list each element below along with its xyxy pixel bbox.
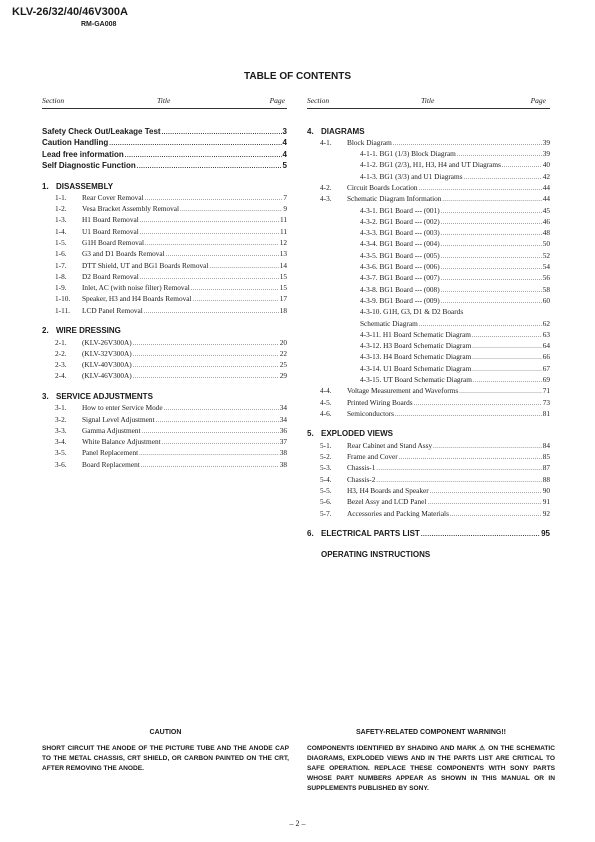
safety-warning-block <box>307 729 555 794</box>
toc-entry[interactable] <box>307 203 550 214</box>
toc-entry[interactable] <box>307 305 550 316</box>
toc-entry[interactable] <box>307 484 550 495</box>
toc-entry-page: 39 <box>542 149 550 159</box>
toc-entry-title: White Balance Adjustment <box>82 437 161 447</box>
toc-entry-page: 71 <box>542 386 550 396</box>
toc-entry-title: 4-1-2. BG1 (2/3), H1, H3, H4 and UT Diagrams <box>360 160 501 170</box>
toc-entry-number: 1-4. <box>55 226 67 236</box>
toc-column-left <box>42 96 287 469</box>
toc-entry[interactable] <box>307 472 550 483</box>
toc-entry[interactable] <box>307 181 550 192</box>
toc-entry-number: 5-2. <box>320 452 332 462</box>
toc-entry[interactable] <box>42 457 287 468</box>
toc-entry-title: DIAGRAMS <box>321 126 365 136</box>
toc-entry[interactable] <box>42 358 287 369</box>
toc-entry[interactable] <box>307 192 550 203</box>
toc-entry-number: 1-8. <box>55 271 67 281</box>
toc-entry-title: 4-3-8. BG1 Board --- (008) <box>360 284 440 294</box>
toc-entry-title: Speaker, H3 and H4 Boards Removal <box>82 294 192 304</box>
toc-entry-title: DTT Shield, UT and BG1 Boards Removal <box>82 260 209 270</box>
toc-section-heading[interactable] <box>42 324 287 336</box>
toc-entry-page: 9 <box>283 204 287 214</box>
toc-entry[interactable] <box>42 303 287 314</box>
section-header: Section <box>307 96 330 105</box>
toc-section-heading[interactable] <box>42 147 287 159</box>
toc-entry[interactable] <box>307 248 550 259</box>
toc-entry-title: OPERATING INSTRUCTIONS <box>321 549 431 559</box>
toc-entry-title: 4-3-6. BG1 Board --- (006) <box>360 262 440 272</box>
toc-entry-number: 3-4. <box>55 437 67 447</box>
toc-entry[interactable] <box>307 407 550 418</box>
toc-entry-title: (KLV-46V300A) <box>82 371 132 381</box>
toc-entry-title: H3, H4 Boards and Speaker <box>347 485 429 495</box>
toc-entry[interactable] <box>307 147 550 158</box>
toc-entry-number: 4. <box>307 126 314 136</box>
toc-entry-page: 63 <box>542 329 550 339</box>
toc-entry[interactable] <box>307 495 550 506</box>
toc-entry-title: Gamma Adjustment <box>82 425 141 435</box>
toc-entry-title: 4-3-7. BG1 Board --- (007) <box>360 273 440 283</box>
toc-entry-number: 3. <box>42 391 49 401</box>
toc-entry-number: 4-2. <box>320 182 332 192</box>
section-gap <box>307 538 550 547</box>
toc-entry[interactable] <box>307 271 550 282</box>
toc-entry-title: 4-3-13. H4 Board Schematic Diagram <box>360 352 472 362</box>
toc-entry[interactable] <box>307 282 550 293</box>
toc-entry-page: 92 <box>542 508 550 518</box>
toc-entry-title: 4-3-11. H1 Board Schematic Diagram <box>360 329 471 339</box>
toc-entry-page: 7 <box>283 192 287 202</box>
toc-entry-page: 95 <box>541 529 550 538</box>
toc-entry-number: 3-5. <box>55 448 67 458</box>
toc-entry-title: Signal Level Adjustment <box>82 414 155 424</box>
toc-entry[interactable] <box>307 294 550 305</box>
toc-entry-title: Rear Cabinet and Stand Assy <box>347 440 433 450</box>
toc-entry-page: 36 <box>279 425 287 435</box>
toc-entry-number: 5. <box>307 429 314 439</box>
toc-entry[interactable] <box>42 202 287 213</box>
toc-entry-title: G3 and D1 Boards Removal <box>82 249 165 259</box>
toc-entry-title: Chassis-2 <box>347 474 376 484</box>
toc-entry-page: 85 <box>542 452 550 462</box>
toc-entry-title: EXPLODED VIEWS <box>321 429 394 439</box>
toc-entry-title: Board Replacement <box>82 459 140 469</box>
toc-entry-page: 38 <box>279 459 287 469</box>
toc-entry-title: (KLV-26V300A) <box>82 337 132 347</box>
toc-entry-title: Inlet, AC (with noise filter) Removal <box>82 283 190 293</box>
toc-list-right <box>307 124 550 559</box>
toc-entry-page: 73 <box>542 397 550 407</box>
toc-entry-title: H1 Board Removal <box>82 215 139 225</box>
toc-entry-number: 1-9. <box>55 283 67 293</box>
toc-entry-page: 13 <box>279 249 287 259</box>
toc-entry-title: 4-3-2. BG1 Board --- (002) <box>360 216 440 226</box>
toc-section-heading[interactable] <box>307 547 550 559</box>
toc-entry-page: 38 <box>279 448 287 458</box>
toc-entry-title: 4-3-14. U1 Board Schematic Diagram <box>360 363 472 373</box>
toc-entry-page: 40 <box>542 160 550 170</box>
toc-entry-page: 15 <box>279 283 287 293</box>
toc-entry-number: 1-7. <box>55 260 67 270</box>
toc-entry-number: 3-1. <box>55 403 67 413</box>
toc-entry-number: 5-1. <box>320 440 332 450</box>
toc-entry-title: Accessories and Packing Materials <box>347 508 449 518</box>
toc-entry[interactable] <box>307 461 550 472</box>
toc-entry-page: 62 <box>542 318 550 328</box>
toc-entry[interactable] <box>307 506 550 517</box>
toc-entry[interactable] <box>42 424 287 435</box>
toc-entry-number: 3-6. <box>55 459 67 469</box>
toc-entry-page: 45 <box>542 205 550 215</box>
toc-entry[interactable] <box>307 450 550 461</box>
toc-entry-page: 44 <box>542 194 550 204</box>
toc-entry[interactable] <box>42 258 287 269</box>
toc-entry[interactable] <box>307 328 550 339</box>
toc-entry-title: Bezel Assy and LCD Panel <box>347 497 427 507</box>
toc-entry-number: 4-3. <box>320 194 332 204</box>
toc-entry[interactable] <box>42 412 287 423</box>
toc-entry-page: 52 <box>542 250 550 260</box>
toc-entry[interactable] <box>307 260 550 271</box>
toc-entry-number: 4-6. <box>320 408 332 418</box>
toc-entry-title: (KLV-32V300A) <box>82 348 132 358</box>
toc-entry-page: 11 <box>279 215 287 225</box>
safety-title: SAFETY-RELATED COMPONENT WARNING!! <box>356 729 506 736</box>
toc-section-heading[interactable] <box>42 179 287 191</box>
toc-entry-page: 39 <box>542 137 550 147</box>
toc-entry[interactable] <box>307 226 550 237</box>
page-header: Page <box>530 96 546 105</box>
toc-entry-title: Caution Handling <box>42 138 109 147</box>
toc-entry-title: Vesa Bracket Assembly Removal <box>82 204 180 214</box>
caution-title: CAUTION <box>149 729 182 736</box>
toc-entry-number: 1-11. <box>55 305 70 315</box>
toc-entry-page: 88 <box>542 474 550 484</box>
toc-entry-number: 5-3. <box>320 463 332 473</box>
toc-entry-page: 44 <box>542 182 550 192</box>
toc-entry-page: 4 <box>282 138 287 147</box>
toc-entry-title: Voltage Measurement and Waveforms <box>347 386 459 396</box>
toc-entry-number: 1-5. <box>55 237 67 247</box>
toc-list-left <box>42 124 287 469</box>
caution-text: SHORT CIRCUIT THE ANODE OF THE PICTURE TUBE AND THE ANODE CAP TO THE METAL CHASSIS, CRT SHIELD, OR CARBON PAINTED ON THE CRT, AFTER REMOVING THE ANODE. <box>42 745 289 772</box>
toc-entry[interactable] <box>42 292 287 303</box>
toc-entry-page: 48 <box>542 228 550 238</box>
dot-leader <box>133 374 279 380</box>
toc-entry-title: 4-1-3. BG1 (3/3) and U1 Diagrams <box>360 171 463 181</box>
toc-entry-number: 4-1. <box>320 137 332 147</box>
toc-entry-title: Schematic Diagram <box>360 318 418 328</box>
toc-entry-title: Circuit Boards Location <box>347 182 418 192</box>
toc-entry[interactable] <box>307 237 550 248</box>
toc-entry-title: Chassis-1 <box>347 463 376 473</box>
toc-entry-title: Safety Check Out/Leakage Test <box>42 126 161 136</box>
toc-entry-page: 34 <box>279 403 287 413</box>
toc-entry-number: 2-4. <box>55 371 67 381</box>
toc-section-heading[interactable] <box>307 527 550 539</box>
toc-entry-title: U1 Board Removal <box>82 226 139 236</box>
toc-entry-number: 5-4. <box>320 474 332 484</box>
toc-section-heading[interactable] <box>42 389 287 401</box>
column-header <box>307 96 550 108</box>
toc-entry-number: 1-3. <box>55 215 67 225</box>
toc-entry-number: 5-7. <box>320 508 332 518</box>
toc-entry[interactable] <box>307 169 550 180</box>
toc-entry-number: 5-5. <box>320 485 332 495</box>
toc-entry-title: 4-3-9. BG1 Board --- (009) <box>360 295 440 305</box>
toc-entry-page: 18 <box>279 305 287 315</box>
dot-leader <box>137 164 282 170</box>
safety-text: COMPONENTS IDENTIFIED BY SHADING AND MARK ⚠ ON THE SCHEMATIC DIAGRAMS, EXPLODED VIEWS AND IN THE PARTS LIST ARE CRITICAL TO SAFE OPERATION. REPLACE THESE COMPONENTS WITH SONY PARTS WHOSE PART NUMBERS APPEAR AS SHOWN IN THIS MANUAL OR IN SUPPLEMENTS PUBLISHED BY SONY. <box>307 745 555 792</box>
header-rule <box>307 108 550 109</box>
toc-entry-number: 4-4. <box>320 386 332 396</box>
toc-section-heading[interactable] <box>42 124 287 136</box>
toc-entry-page: 54 <box>542 262 550 272</box>
toc-entry[interactable] <box>42 369 287 380</box>
toc-entry-title: Rear Cover Removal <box>82 192 144 202</box>
toc-entry-title: 4-3-1. BG1 Board --- (001) <box>360 205 440 215</box>
toc-entry-page: 34 <box>279 414 287 424</box>
toc-entry-number: 2-3. <box>55 360 67 370</box>
toc-entry-page: 64 <box>542 341 550 351</box>
toc-entry-number: 1-6. <box>55 249 67 259</box>
toc-entry-page: 3 <box>282 126 287 136</box>
toc-entry-title: How to enter Service Mode <box>82 403 163 413</box>
toc-entry[interactable] <box>42 401 287 412</box>
toc-entry[interactable] <box>307 339 550 350</box>
toc-entry[interactable] <box>42 236 287 247</box>
toc-entry-title: Self Diagnostic Function <box>42 161 136 170</box>
toc-entry-page: 22 <box>279 348 287 358</box>
toc-entry[interactable] <box>307 373 550 384</box>
toc-entry[interactable] <box>307 438 550 449</box>
toc-entry-title: 4-1-1. BG1 (1/3) Block Diagram <box>360 149 456 159</box>
toc-entry-page: 87 <box>542 463 550 473</box>
toc-entry[interactable] <box>307 350 550 361</box>
section-gap <box>42 380 287 389</box>
section-gap <box>307 518 550 527</box>
toc-entry-title: 4-3-15. UT Board Schematic Diagram <box>360 375 472 385</box>
toc-entry-title: 4-3-12. H3 Board Schematic Diagram <box>360 341 472 351</box>
title-header: Title <box>157 96 171 105</box>
toc-entry-page: 84 <box>542 440 550 450</box>
toc-entry[interactable] <box>42 347 287 358</box>
toc-entry-page: 50 <box>542 239 550 249</box>
toc-entry[interactable] <box>307 215 550 226</box>
toc-entry-page: 5 <box>282 161 287 170</box>
toc-entry-number: 2-2. <box>55 348 67 358</box>
model-header: KLV-26/32/40/46V300A <box>12 6 128 18</box>
toc-entry-page: 42 <box>542 171 550 181</box>
toc-entry[interactable] <box>42 435 287 446</box>
toc-section-heading[interactable] <box>42 136 287 148</box>
toc-entry-title: 4-3-3. BG1 Board --- (003) <box>360 228 440 238</box>
toc-entry[interactable] <box>42 191 287 202</box>
toc-entry-number: 2-1. <box>55 337 67 347</box>
toc-entry-title: D2 Board Removal <box>82 271 139 281</box>
toc-entry[interactable] <box>42 213 287 224</box>
section-gap <box>42 170 287 179</box>
toc-entry[interactable] <box>42 224 287 235</box>
toc-entry[interactable] <box>307 395 550 406</box>
toc-section-heading[interactable] <box>307 124 550 136</box>
toc-entry[interactable] <box>42 247 287 258</box>
toc-entry-page: 91 <box>542 497 550 507</box>
toc-entry-page: 20 <box>279 337 287 347</box>
section-header: Section <box>42 96 65 105</box>
toc-entry-title: WIRE DRESSING <box>56 326 121 336</box>
toc-entry-number: 1-10. <box>55 294 71 304</box>
dot-leader <box>144 309 279 315</box>
toc-entry[interactable] <box>307 384 550 395</box>
toc-entry-title: Semiconductors <box>347 408 395 418</box>
toc-entry-number: 5-6. <box>320 497 332 507</box>
toc-section-heading[interactable] <box>307 427 550 439</box>
toc-entry-number: 3-2. <box>55 414 67 424</box>
toc-entry-page: 11 <box>279 226 287 236</box>
dot-leader <box>395 412 542 418</box>
toc-entry-page: 60 <box>542 295 550 305</box>
toc-entry-page: 58 <box>542 284 550 294</box>
toc-entry-page: 67 <box>542 363 550 373</box>
toc-entry-title: Frame and Cover <box>347 452 398 462</box>
toc-entry-page: 69 <box>542 375 550 385</box>
toc-entry-title: Printed Wiring Boards <box>347 397 413 407</box>
column-header <box>42 96 287 108</box>
toc-entry-title: ELECTRICAL PARTS LIST <box>321 529 420 538</box>
toc-entry[interactable] <box>307 361 550 372</box>
toc-entry-page: 56 <box>542 273 550 283</box>
toc-entry-title: Block Diagram <box>347 137 392 147</box>
toc-entry-number: 2. <box>42 326 49 336</box>
toc-entry-title: DISASSEMBLY <box>56 181 114 191</box>
toc-entry[interactable] <box>42 281 287 292</box>
page-header: Page <box>269 96 285 105</box>
page-number: – 2 – <box>289 819 306 828</box>
toc-entry-number: 4-5. <box>320 397 332 407</box>
toc-entry-page: 14 <box>279 260 287 270</box>
toc-entry-page: 37 <box>279 437 287 447</box>
toc-entry[interactable] <box>307 158 550 169</box>
toc-entry[interactable] <box>42 335 287 346</box>
toc-section-heading[interactable] <box>42 159 287 171</box>
toc-entry-page: 66 <box>542 352 550 362</box>
toc-title: TABLE OF CONTENTS <box>243 71 352 82</box>
toc-entry-page: 25 <box>279 360 287 370</box>
toc-entry-page: 4 <box>282 149 287 159</box>
caution-block <box>42 729 289 774</box>
toc-entry[interactable] <box>42 446 287 457</box>
toc-entry[interactable] <box>307 316 550 327</box>
toc-entry-title: 4-3-4. BG1 Board --- (004) <box>360 239 440 249</box>
section-gap <box>307 418 550 427</box>
header-rule <box>42 108 287 109</box>
dot-leader <box>141 463 279 469</box>
title-header: Title <box>421 96 435 105</box>
toc-entry-title: 4-3-5. BG1 Board --- (005) <box>360 250 440 260</box>
toc-entry-title: SERVICE ADJUSTMENTS <box>56 391 153 401</box>
toc-entry-number: 1-1. <box>55 192 67 202</box>
toc-entry-number: 3-3. <box>55 425 67 435</box>
toc-entry-title: LCD Panel Removal <box>82 305 143 315</box>
section-gap <box>42 315 287 324</box>
dot-leader <box>421 532 540 538</box>
toc-entry-title: (KLV-40V300A) <box>82 360 132 370</box>
toc-entry-page: 15 <box>279 271 287 281</box>
toc-entry-title: Panel Replacement <box>82 448 139 458</box>
toc-entry-title: 4-3-10. G1H, G3, D1 & D2 Boards <box>360 307 464 317</box>
toc-entry-page: 17 <box>279 294 287 304</box>
toc-entry-title: Lead free information <box>42 149 124 159</box>
model-code: RM-GA008 <box>81 21 117 28</box>
toc-entry[interactable] <box>42 270 287 281</box>
toc-entry-page: 46 <box>542 216 550 226</box>
toc-entry-title: G1H Board Removal <box>82 237 145 247</box>
toc-entry-page: 81 <box>542 408 550 418</box>
toc-entry-number: 1. <box>42 181 49 191</box>
toc-entry-page: 12 <box>279 237 287 247</box>
toc-entry-number: 1-2. <box>55 204 67 214</box>
toc-entry-page: 90 <box>542 485 550 495</box>
toc-entry-page: 29 <box>279 371 287 381</box>
dot-leader <box>450 512 542 518</box>
toc-entry-title: Schematic Diagram Information <box>347 194 442 204</box>
toc-entry-number: 6. <box>307 529 314 538</box>
toc-column-right <box>307 96 550 559</box>
toc-entry[interactable] <box>307 136 550 147</box>
